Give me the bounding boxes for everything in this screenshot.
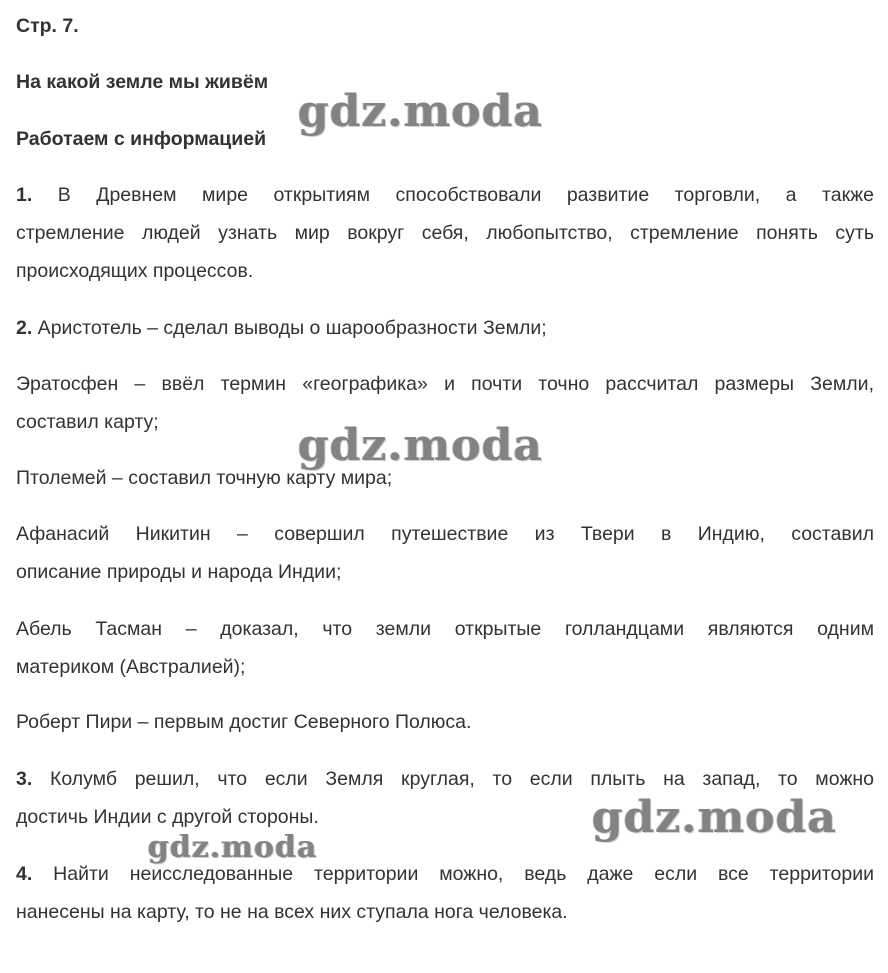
answer-1-text-1: В Древнем мире открытиям способствовали развитие торговли, а также xyxy=(32,184,874,206)
answer-2-eratosthenes-2: составил карту; xyxy=(16,411,159,433)
answer-2-ptolemy: Птолемей – составил точную карту мира; xyxy=(16,467,393,489)
subtitle: Работаем с информацией xyxy=(16,128,267,150)
answer-3-text-1: Колумб решил, что если Земля круглая, то если плыть на запад, то можно xyxy=(32,768,874,790)
answer-2-nikitin-1: Афанасий Никитин – совершил путешествие из Твери в Индию, составил xyxy=(16,523,874,545)
watermark-logo: gdz.moda xyxy=(148,830,318,865)
answer-2-aristotle: Аристотель – сделал выводы о шарообразности Земли; xyxy=(32,317,547,339)
answer-2-tasman-2: материком (Австралией); xyxy=(16,656,246,678)
answer-4-text-1: Найти неисследованные территории можно, ведь даже если все территории xyxy=(32,863,874,885)
watermark-logo: gdz.moda xyxy=(298,86,544,137)
watermark-logo: gdz.moda xyxy=(592,792,838,843)
answer-1-line-1 xyxy=(16,183,874,207)
answer-4-line-1 xyxy=(16,862,874,886)
section-title: На какой земле мы живём xyxy=(16,71,269,93)
answer-4-line-2: нанесены на карту, то не на всех них ступала нога человека. xyxy=(16,901,568,923)
answer-1-line-2: стремление людей узнать мир вокруг себя, любопытство, стремление понять суть xyxy=(16,222,874,244)
answer-4-number: 4. xyxy=(16,863,33,885)
answer-3-line-2: достичь Индии с другой стороны. xyxy=(16,806,319,828)
answer-3-number: 3. xyxy=(16,768,33,790)
answer-1-number: 1. xyxy=(16,184,33,206)
answer-2-nikitin-2: описание природы и народа Индии; xyxy=(16,561,342,583)
answer-1-line-3: происходящих процессов. xyxy=(16,260,254,282)
watermark-logo: gdz.moda xyxy=(298,420,544,471)
answer-2-eratosthenes-1: Эратосфен – ввёл термин «географика» и почти точно рассчитал размеры Земли, xyxy=(16,373,874,395)
answer-2-peary: Роберт Пири – первым достиг Северного Полюса. xyxy=(16,711,472,733)
answer-2-number: 2. xyxy=(16,317,33,339)
answer-3-line-1 xyxy=(16,767,874,791)
answer-2-tasman-1: Абель Тасман – доказал, что земли открытые голландцами являются одним xyxy=(16,618,874,640)
page-label: Стр. 7. xyxy=(16,15,79,37)
answer-2-line-1 xyxy=(16,316,547,340)
